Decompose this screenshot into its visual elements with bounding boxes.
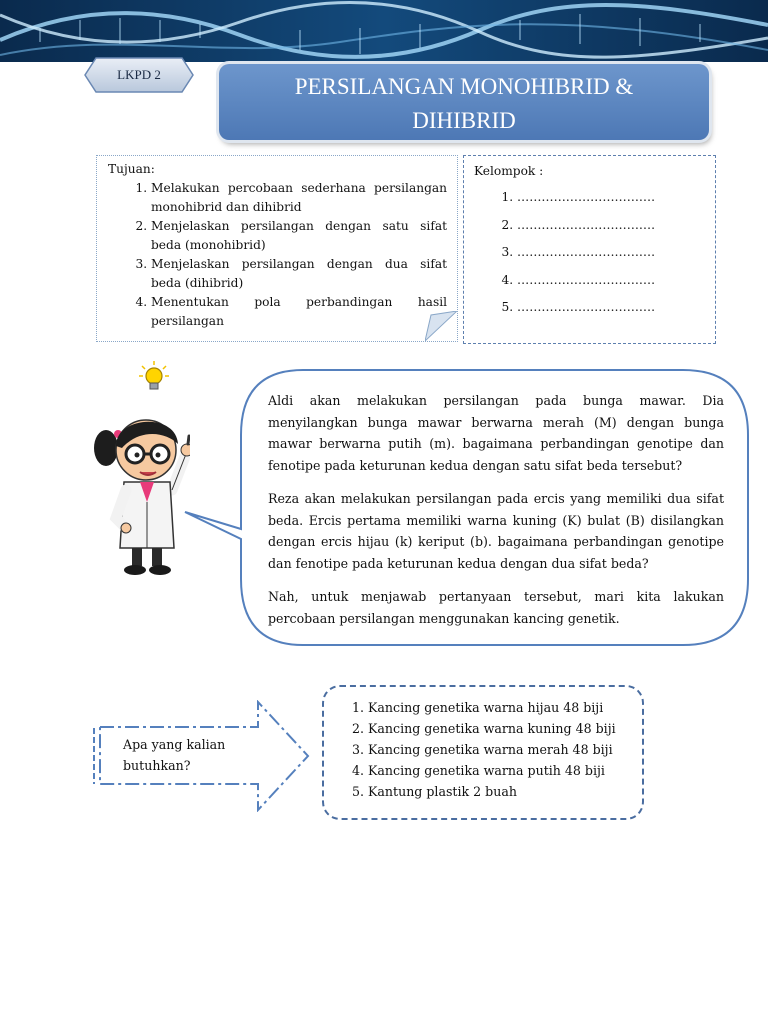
story-text: [268, 390, 724, 641]
lkpd-label: LKPD 2: [117, 67, 161, 82]
materials-list: [324, 697, 642, 802]
list-item[interactable]: 4. …………………………….: [517, 273, 705, 301]
lightbulb-icon: [139, 361, 169, 395]
page-title: [219, 64, 709, 140]
list-item: 1. Kancing genetika warna hijau 48 biji: [368, 697, 642, 718]
story-paragraph-aldi: Aldi akan melakukan persilangan pada bunga mawar. Dia menyilangkan bunga mawar berwarna merah (M) dengan bunga mawar berwarna putih (m). bagaimana perbandingan genotipe dan fenotipe pada keturunan kedua dengan satu sifat beda tersebut?: [268, 393, 724, 473]
list-item: 4. Menentukan pola perbandingan hasil persilangan: [151, 293, 449, 331]
list-item: 3. Kancing genetika warna merah 48 biji: [368, 739, 642, 760]
materials-box: [322, 685, 644, 820]
tujuan-list: [105, 179, 449, 331]
list-item: 2. Menjelaskan persilangan dengan satu sifat beda (monohibrid): [151, 217, 449, 255]
kelompok-list: [474, 190, 705, 328]
title-line-1: PERSILANGAN MONOHIBRID &: [294, 74, 634, 99]
kelompok-box: [463, 155, 716, 344]
list-item: 3. Menjelaskan persilangan dengan dua sifat beda (dihibrid): [151, 255, 449, 293]
needs-question: Apa yang kalian butuhkan?: [123, 737, 226, 773]
tujuan-heading: Tujuan:: [108, 162, 155, 176]
list-item[interactable]: 3. …………………………….: [517, 245, 705, 273]
story-paragraph-reza: Reza akan melakukan persilangan pada ercis yang memiliki dua sifat beda. Ercis pertama memiliki warna kuning (K) bulat (B) disilangkan dengan ercis hijau (k) keriput (b). bagaimana perbandingan genotipe dan fenotipe pada keturunan kedua dengan dua sifat beda?: [268, 491, 724, 571]
list-item: 4. Kancing genetika warna putih 48 biji: [368, 760, 642, 781]
scientist-girl-illustration: [90, 398, 190, 578]
story-paragraph-closing: Nah, untuk menjawab pertanyaan tersebut, mari kita lakukan percobaan persilangan menggunakan kancing genetik.: [268, 589, 724, 626]
tujuan-box: [96, 155, 458, 342]
list-item[interactable]: 1. …………………………….: [517, 190, 705, 218]
list-item: 1. Melakukan percobaan sederhana persilangan monohibrid dan dihibrid: [151, 179, 449, 217]
kelompok-heading: Kelompok :: [474, 164, 544, 178]
list-item: 2. Kancing genetika warna kuning 48 biji: [368, 718, 642, 739]
dna-banner: [0, 0, 768, 62]
list-item[interactable]: 5. …………………………….: [517, 300, 705, 328]
list-item: 5. Kantung plastik 2 buah: [368, 781, 642, 802]
list-item[interactable]: 2. …………………………….: [517, 218, 705, 246]
title-line-2: DIHIBRID: [412, 108, 516, 133]
page-fold-icon: [425, 311, 457, 341]
lkpd-badge: [84, 57, 194, 93]
